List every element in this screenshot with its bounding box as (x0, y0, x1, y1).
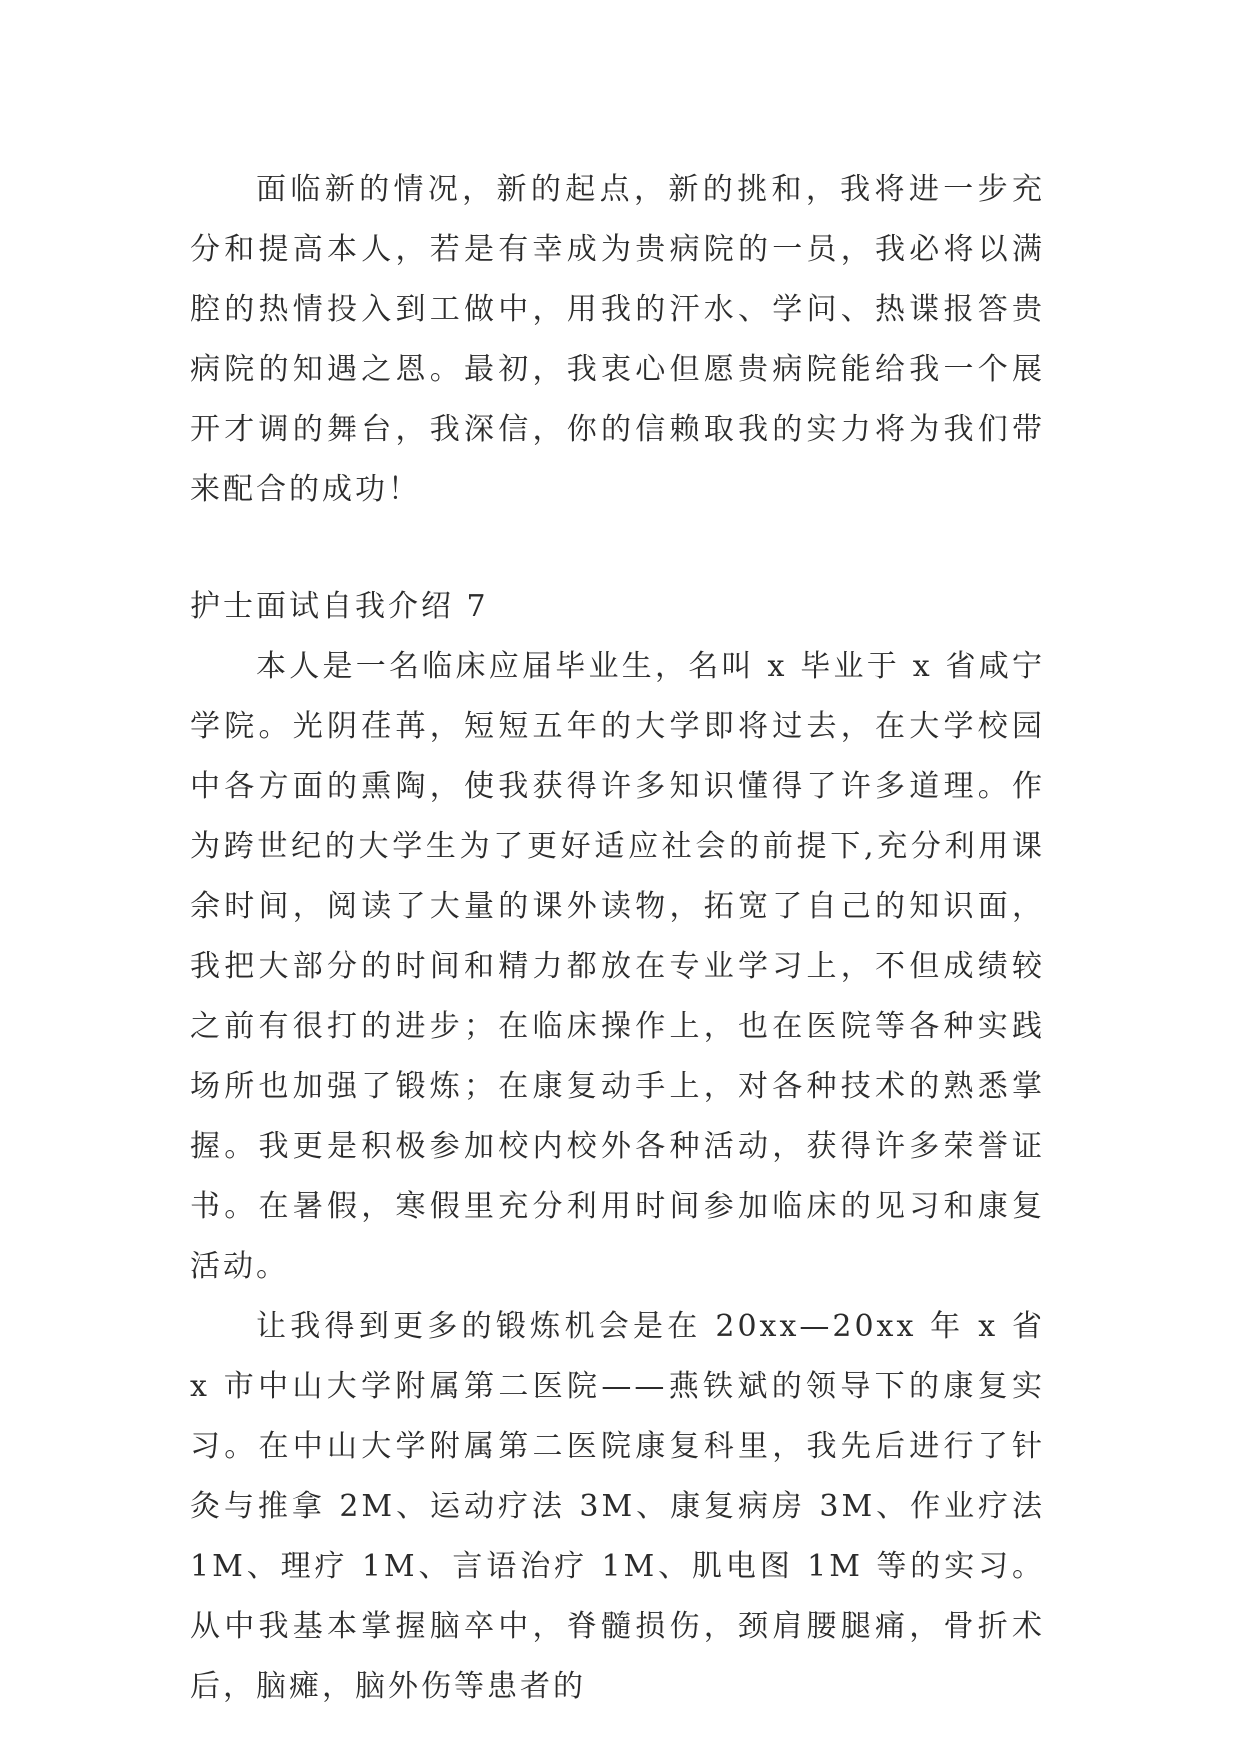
section-heading: 护士面试自我介绍 7 (190, 589, 489, 624)
document-body (190, 160, 1058, 1717)
paragraph-internship: 让我得到更多的锻炼机会是在 20xx—20xx 年 x 省 x 市中山大学附属第二医院——燕铁斌的领导下的康复实习。在中山大学附属第二医院康复科里，我先后进行了针灸与推拿 2M、运动疗法 3M、康复病房 3M、作业疗法 1M、理疗 1M、言语治疗 1M、肌电图 1M 等的实习。从中我基本掌握脑卒中，脊髓损伤，颈肩腰腿痛，骨折术后，脑瘫，脑外伤等患者的 (190, 1309, 1058, 1704)
paragraph-closing: 面临新的情况，新的起点，新的挑和，我将进一步充分和提高本人，若是有幸成为贵病院的一员，我必将以满腔的热情投入到工做中，用我的汗水、学问、热谍报答贵病院的知遇之恩。最初，我衷心但愿贵病院能给我一个展开才调的舞台，我深信，你的信赖取我的实力将为我们带来配合的成功！ (190, 172, 1045, 507)
paragraph-introduction: 本人是一名临床应届毕业生，名叫 x 毕业于 x 省咸宁学院。光阴荏苒，短短五年的大学即将过去，在大学校园中各方面的熏陶，使我获得许多知识懂得了许多道理。作为跨世纪的大学生为了更好适应社会的前提下,充分利用课余时间，阅读了大量的课外读物，拓宽了自己的知识面，我把大部分的时间和精力都放在专业学习上，不但成绩较之前有很打的进步；在临床操作上，也在医院等各种实践场所也加强了锻炼；在康复动手上，对各种技术的熟悉掌握。我更是积极参加校内校外各种活动，获得许多荣誉证书。在暑假，寒假里充分利用时间参加临床的见习和康复活动。 (190, 649, 1045, 1284)
section-gap (190, 520, 1045, 577)
